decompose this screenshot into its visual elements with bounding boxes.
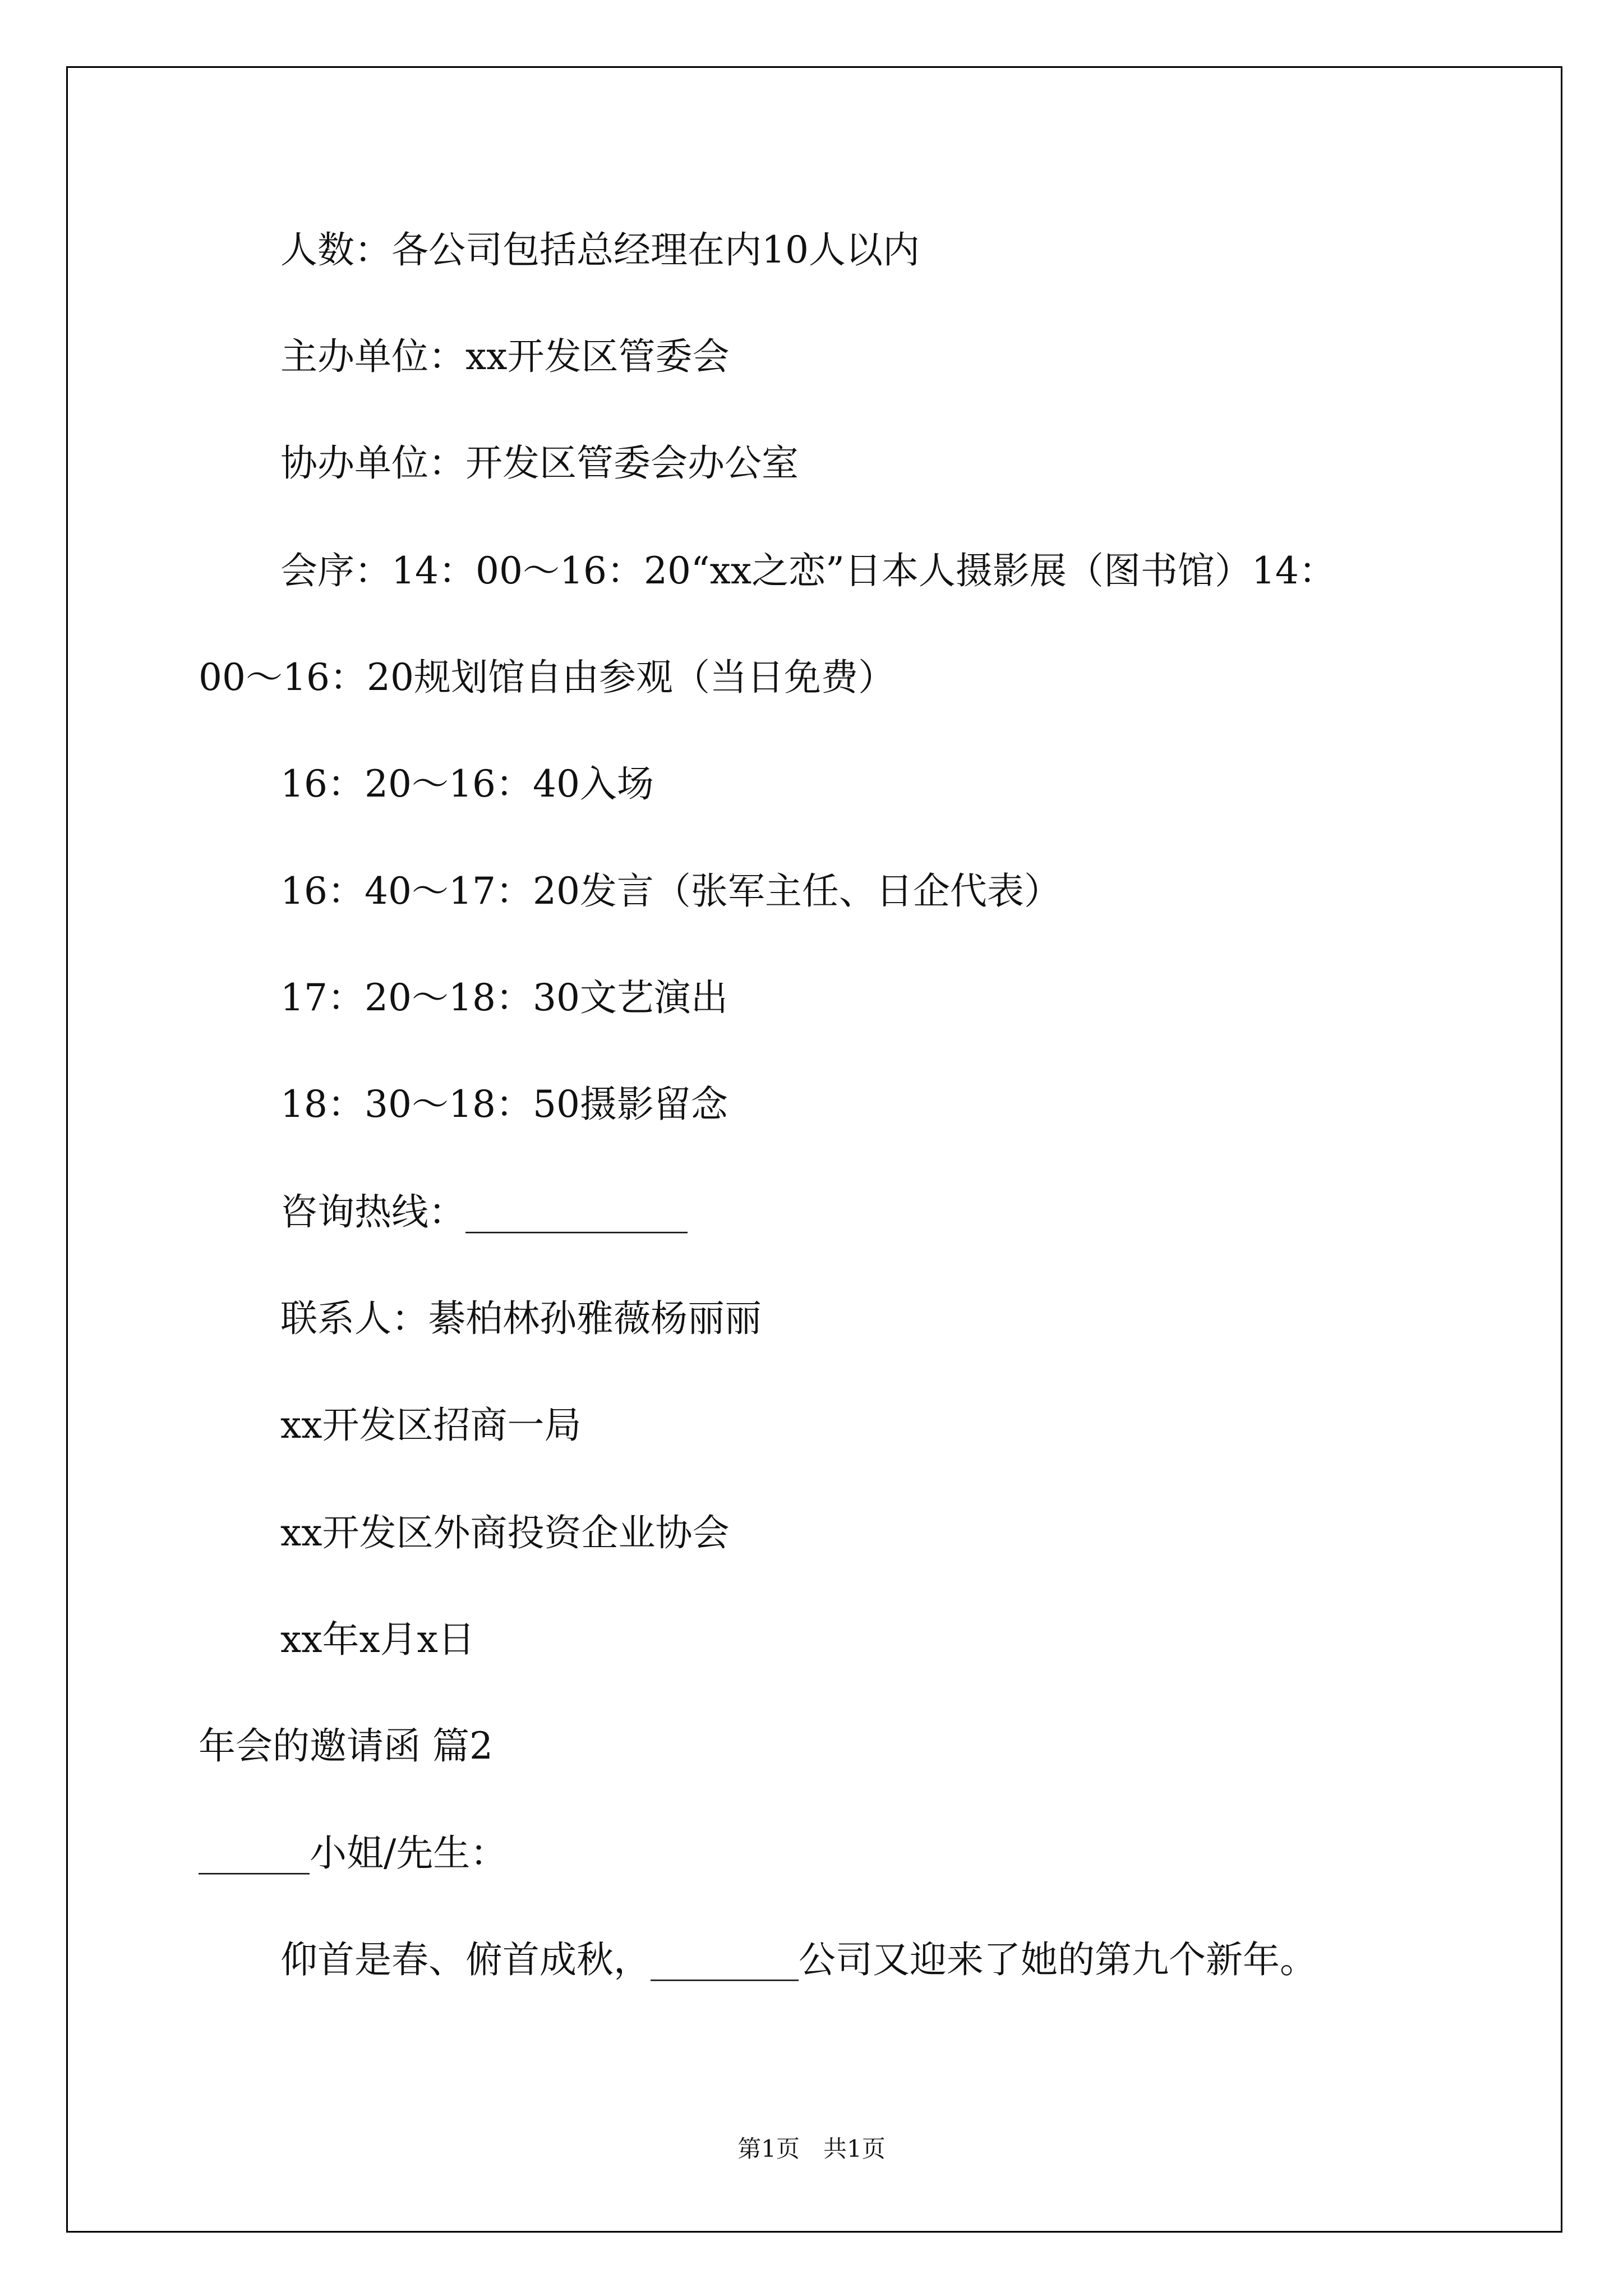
- attendee-count-line: 人数：各公司包括总经理在内10人以内: [280, 228, 920, 272]
- section-heading: 年会的邀请函 篇2: [199, 1724, 493, 1768]
- date-line: xx年x月x日: [280, 1618, 475, 1661]
- schedule-entry-line: 18：30～18：50摄影留念: [280, 1083, 728, 1126]
- schedule-entry-line: 16：20～16：40入场: [280, 762, 654, 806]
- body-paragraph-line: 仰首是春、俯首成秋，________公司又迎来了她的第九个新年。: [280, 1938, 1317, 1981]
- contacts-line: 联系人：綦柏林孙雅薇杨丽丽: [280, 1297, 762, 1340]
- schedule-continuation-line: 00～16：20规划馆自由参观（当日免费）: [199, 656, 895, 699]
- schedule-entry-line: 16：40～17：20发言（张军主任、日企代表）: [280, 869, 1061, 913]
- co-organizer-line: 协办单位：开发区管委会办公室: [280, 441, 799, 485]
- page-border: [66, 66, 1562, 2233]
- organizer-line: 主办单位：xx开发区管委会: [280, 335, 730, 378]
- signatory-line: xx开发区外商投资企业协会: [280, 1511, 730, 1554]
- salutation-line: ______小姐/先生：: [199, 1832, 508, 1875]
- page-footer: 第1页 共1页: [737, 2135, 886, 2162]
- signatory-line: xx开发区招商一局: [280, 1404, 582, 1447]
- schedule-intro-line: 会序：14：00～16：20“xx之恋”日本人摄影展（图书馆）14：: [280, 549, 1336, 592]
- schedule-entry-line: 17：20～18：30文艺演出: [280, 976, 728, 1019]
- hotline-line: 咨询热线：____________: [280, 1190, 688, 1234]
